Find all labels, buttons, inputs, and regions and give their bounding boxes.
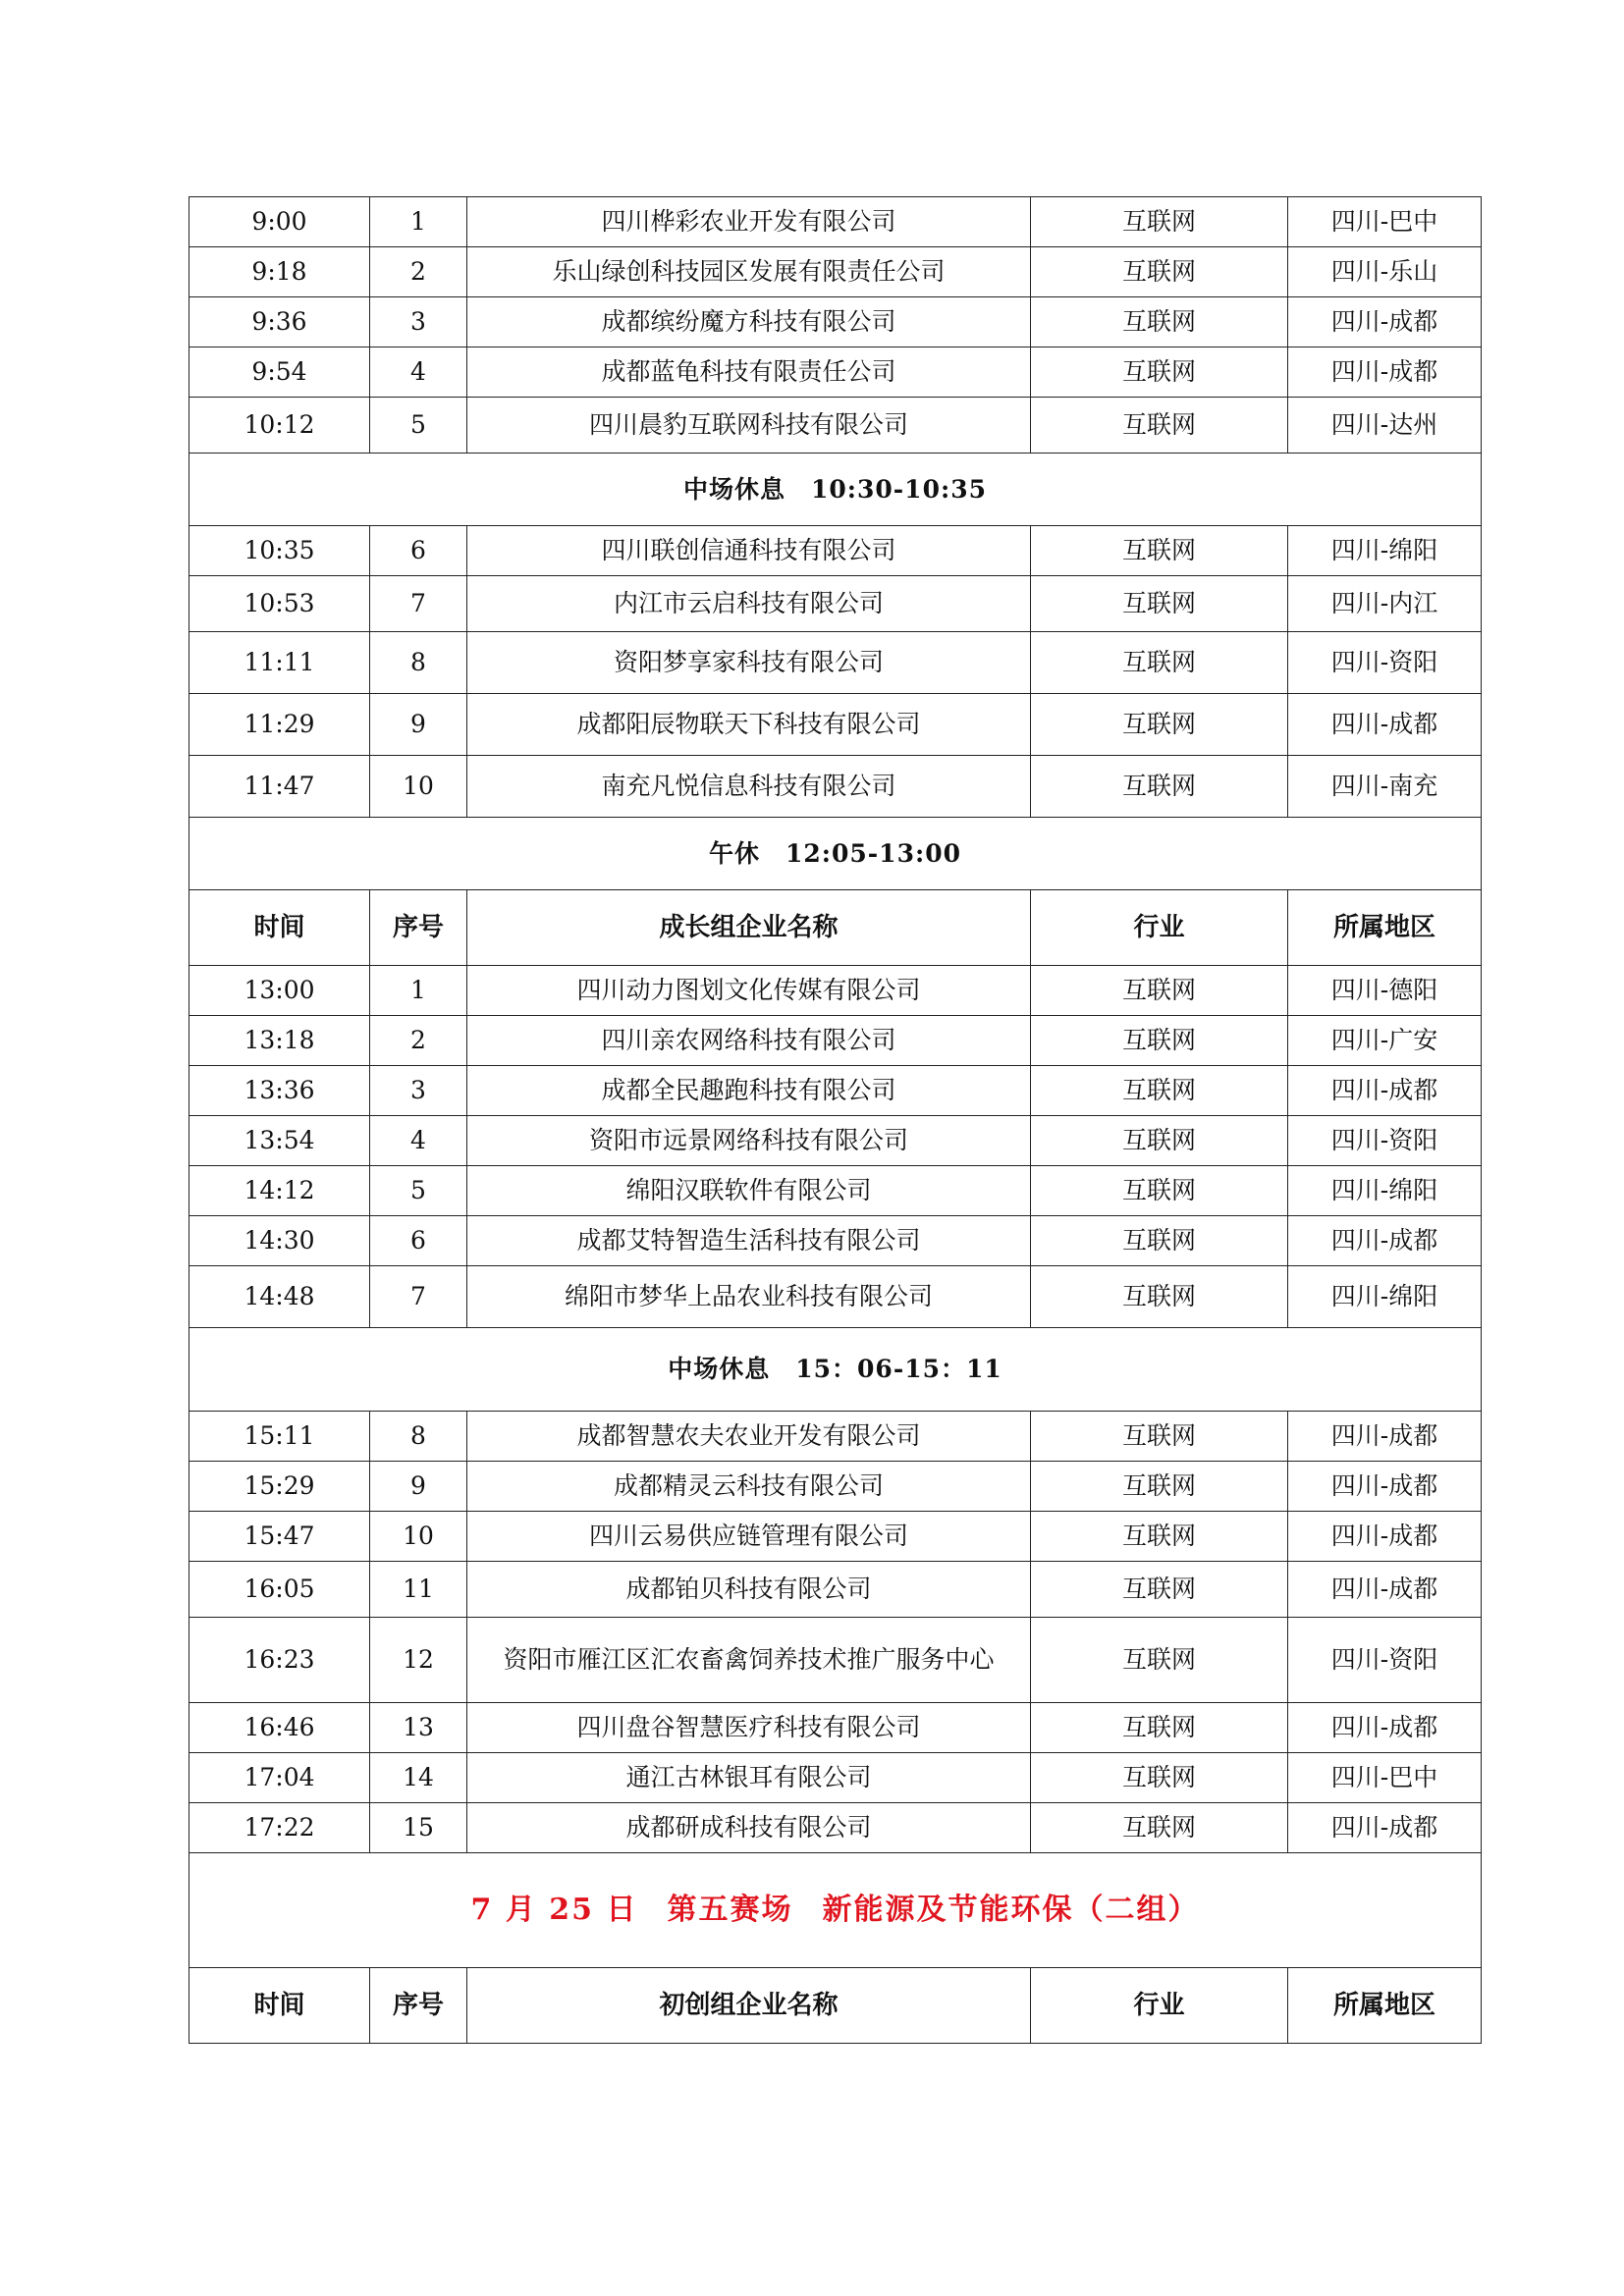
region-cell: 四川-成都	[1288, 297, 1482, 347]
break-row	[189, 1328, 1482, 1412]
region-cell: 四川-成都	[1288, 1703, 1482, 1753]
time-cell: 17:04	[189, 1753, 370, 1803]
time-cell: 10:12	[189, 398, 370, 454]
region-cell: 四川-南充	[1288, 756, 1482, 818]
industry-cell: 互联网	[1031, 1512, 1288, 1562]
time-cell: 17:22	[189, 1803, 370, 1853]
time-cell: 9:54	[189, 347, 370, 398]
industry-cell: 互联网	[1031, 1618, 1288, 1703]
time-cell: 13:54	[189, 1116, 370, 1166]
region-cell: 四川-巴中	[1288, 197, 1482, 247]
region-cell: 四川-成都	[1288, 1803, 1482, 1853]
lunch-cell	[189, 818, 1482, 890]
time-cell: 16:23	[189, 1618, 370, 1703]
company-cell: 资阳市雁江区汇农畜禽饲养技术推广服务中心	[467, 1618, 1031, 1703]
time-cell: 14:12	[189, 1166, 370, 1216]
region-cell: 四川-成都	[1288, 1462, 1482, 1512]
table-row	[189, 1166, 1482, 1216]
seq-cell: 8	[370, 632, 467, 694]
region-cell: 四川-德阳	[1288, 966, 1482, 1016]
company-cell: 乐山绿创科技园区发展有限责任公司	[467, 247, 1031, 297]
seq-cell: 1	[370, 197, 467, 247]
seq-cell: 9	[370, 694, 467, 756]
region-cell: 四川-资阳	[1288, 632, 1482, 694]
header-time: 时间	[189, 1968, 370, 2044]
seq-cell: 5	[370, 398, 467, 454]
industry-cell: 互联网	[1031, 756, 1288, 818]
company-cell: 资阳梦享家科技有限公司	[467, 632, 1031, 694]
break-time: 15：06-15：11	[795, 1355, 1002, 1383]
time-cell: 14:30	[189, 1216, 370, 1266]
header-company: 成长组企业名称	[467, 890, 1031, 966]
industry-cell: 互联网	[1031, 1562, 1288, 1618]
industry-cell: 互联网	[1031, 1803, 1288, 1853]
industry-cell: 互联网	[1031, 347, 1288, 398]
time-cell: 11:11	[189, 632, 370, 694]
time-cell: 13:00	[189, 966, 370, 1016]
industry-cell: 互联网	[1031, 1166, 1288, 1216]
seq-cell: 15	[370, 1803, 467, 1853]
industry-cell: 互联网	[1031, 526, 1288, 576]
company-cell: 成都全民趣跑科技有限公司	[467, 1066, 1031, 1116]
table-row	[189, 756, 1482, 818]
industry-cell: 互联网	[1031, 1266, 1288, 1328]
table-row	[189, 1562, 1482, 1618]
region-cell: 四川-成都	[1288, 347, 1482, 398]
seq-cell: 6	[370, 526, 467, 576]
company-cell: 成都研成科技有限公司	[467, 1803, 1031, 1853]
header-region: 所属地区	[1288, 890, 1482, 966]
table-row	[189, 1753, 1482, 1803]
table-row	[189, 966, 1482, 1016]
header-seq: 序号	[370, 1968, 467, 2044]
growth-header-row	[189, 890, 1482, 966]
industry-cell: 互联网	[1031, 1753, 1288, 1803]
header-time: 时间	[189, 890, 370, 966]
company-cell: 成都缤纷魔方科技有限公司	[467, 297, 1031, 347]
company-cell: 成都智慧农夫农业开发有限公司	[467, 1412, 1031, 1462]
title-date: 7 月 25 日	[470, 1893, 638, 1927]
company-cell: 成都阳辰物联天下科技有限公司	[467, 694, 1031, 756]
header-seq: 序号	[370, 890, 467, 966]
table-row	[189, 1412, 1482, 1462]
time-cell: 16:05	[189, 1562, 370, 1618]
time-cell: 10:53	[189, 576, 370, 632]
seq-cell: 10	[370, 756, 467, 818]
break-label: 中场休息	[682, 474, 785, 504]
time-cell: 11:29	[189, 694, 370, 756]
company-cell: 成都蓝龟科技有限责任公司	[467, 347, 1031, 398]
region-cell: 四川-巴中	[1288, 1753, 1482, 1803]
company-cell: 成都精灵云科技有限公司	[467, 1462, 1031, 1512]
region-cell: 四川-成都	[1288, 1066, 1482, 1116]
region-cell: 四川-资阳	[1288, 1618, 1482, 1703]
table-row	[189, 247, 1482, 297]
industry-cell: 互联网	[1031, 297, 1288, 347]
industry-cell: 互联网	[1031, 1216, 1288, 1266]
seq-cell: 5	[370, 1166, 467, 1216]
lunch-label: 午休	[708, 838, 760, 868]
seq-cell: 3	[370, 1066, 467, 1116]
region-cell: 四川-达州	[1288, 398, 1482, 454]
table-row	[189, 398, 1482, 454]
region-cell: 四川-广安	[1288, 1016, 1482, 1066]
industry-cell: 互联网	[1031, 197, 1288, 247]
table-row	[189, 197, 1482, 247]
company-cell: 南充凡悦信息科技有限公司	[467, 756, 1031, 818]
seq-cell: 4	[370, 1116, 467, 1166]
region-cell: 四川-成都	[1288, 1412, 1482, 1462]
company-cell: 四川联创信通科技有限公司	[467, 526, 1031, 576]
title-topic: 新能源及节能环保（二组）	[822, 1893, 1200, 1927]
seq-cell: 8	[370, 1412, 467, 1462]
schedule-table	[189, 196, 1482, 2044]
title-venue: 第五赛场	[667, 1893, 793, 1927]
company-cell: 四川云易供应链管理有限公司	[467, 1512, 1031, 1562]
time-cell: 9:18	[189, 247, 370, 297]
table-row	[189, 1618, 1482, 1703]
company-cell: 四川晨豹互联网科技有限公司	[467, 398, 1031, 454]
break-cell	[189, 1328, 1482, 1412]
time-cell: 11:47	[189, 756, 370, 818]
section-title-row	[189, 1853, 1482, 1968]
region-cell: 四川-资阳	[1288, 1116, 1482, 1166]
time-cell: 15:11	[189, 1412, 370, 1462]
industry-cell: 互联网	[1031, 1703, 1288, 1753]
seq-cell: 10	[370, 1512, 467, 1562]
table-row	[189, 1016, 1482, 1066]
region-cell: 四川-成都	[1288, 1216, 1482, 1266]
table-row	[189, 1462, 1482, 1512]
company-cell: 成都艾特智造生活科技有限公司	[467, 1216, 1031, 1266]
region-cell: 四川-绵阳	[1288, 1266, 1482, 1328]
region-cell: 四川-乐山	[1288, 247, 1482, 297]
industry-cell: 互联网	[1031, 694, 1288, 756]
seq-cell: 7	[370, 576, 467, 632]
region-cell: 四川-成都	[1288, 1512, 1482, 1562]
company-cell: 通江古林银耳有限公司	[467, 1753, 1031, 1803]
company-cell: 成都铂贝科技有限公司	[467, 1562, 1031, 1618]
company-cell: 四川动力图划文化传媒有限公司	[467, 966, 1031, 1016]
industry-cell: 互联网	[1031, 1462, 1288, 1512]
industry-cell: 互联网	[1031, 966, 1288, 1016]
table-row	[189, 576, 1482, 632]
time-cell: 9:00	[189, 197, 370, 247]
table-row	[189, 526, 1482, 576]
seq-cell: 13	[370, 1703, 467, 1753]
company-cell: 四川亲农网络科技有限公司	[467, 1016, 1031, 1066]
industry-cell: 互联网	[1031, 1412, 1288, 1462]
seq-cell: 14	[370, 1753, 467, 1803]
break-row	[189, 454, 1482, 526]
time-cell: 10:35	[189, 526, 370, 576]
table-row	[189, 347, 1482, 398]
seq-cell: 3	[370, 297, 467, 347]
region-cell: 四川-成都	[1288, 1562, 1482, 1618]
seq-cell: 7	[370, 1266, 467, 1328]
section-title	[189, 1853, 1482, 1968]
seq-cell: 12	[370, 1618, 467, 1703]
industry-cell: 互联网	[1031, 632, 1288, 694]
table-row	[189, 1803, 1482, 1853]
industry-cell: 互联网	[1031, 1066, 1288, 1116]
time-cell: 15:47	[189, 1512, 370, 1562]
table-row	[189, 694, 1482, 756]
seq-cell: 11	[370, 1562, 467, 1618]
startup-header-row	[189, 1968, 1482, 2044]
region-cell: 四川-成都	[1288, 694, 1482, 756]
seq-cell: 9	[370, 1462, 467, 1512]
seq-cell: 2	[370, 1016, 467, 1066]
table-row	[189, 1512, 1482, 1562]
company-cell: 四川盘谷智慧医疗科技有限公司	[467, 1703, 1031, 1753]
region-cell: 四川-绵阳	[1288, 1166, 1482, 1216]
company-cell: 内江市云启科技有限公司	[467, 576, 1031, 632]
industry-cell: 互联网	[1031, 398, 1288, 454]
company-cell: 资阳市远景网络科技有限公司	[467, 1116, 1031, 1166]
industry-cell: 互联网	[1031, 1116, 1288, 1166]
company-cell: 四川桦彩农业开发有限公司	[467, 197, 1031, 247]
company-cell: 绵阳市梦华上品农业科技有限公司	[467, 1266, 1031, 1328]
time-cell: 16:46	[189, 1703, 370, 1753]
table-row	[189, 1116, 1482, 1166]
industry-cell: 互联网	[1031, 576, 1288, 632]
region-cell: 四川-绵阳	[1288, 526, 1482, 576]
industry-cell: 互联网	[1031, 247, 1288, 297]
industry-cell: 互联网	[1031, 1016, 1288, 1066]
lunch-time: 12:05-13:00	[785, 838, 961, 868]
break-cell	[189, 454, 1482, 526]
lunch-row	[189, 818, 1482, 890]
break-label: 中场休息	[668, 1355, 771, 1383]
header-industry: 行业	[1031, 890, 1288, 966]
header-company: 初创组企业名称	[467, 1968, 1031, 2044]
time-cell: 13:18	[189, 1016, 370, 1066]
seq-cell: 1	[370, 966, 467, 1016]
header-industry: 行业	[1031, 1968, 1288, 2044]
table-row	[189, 1266, 1482, 1328]
table-row	[189, 1216, 1482, 1266]
table-row	[189, 1066, 1482, 1116]
seq-cell: 6	[370, 1216, 467, 1266]
seq-cell: 2	[370, 247, 467, 297]
header-region: 所属地区	[1288, 1968, 1482, 2044]
time-cell: 9:36	[189, 297, 370, 347]
seq-cell: 4	[370, 347, 467, 398]
table-row	[189, 1703, 1482, 1753]
time-cell: 13:36	[189, 1066, 370, 1116]
company-cell: 绵阳汉联软件有限公司	[467, 1166, 1031, 1216]
table-row	[189, 632, 1482, 694]
break-time: 10:30-10:35	[811, 474, 987, 504]
table-row	[189, 297, 1482, 347]
region-cell: 四川-内江	[1288, 576, 1482, 632]
time-cell: 15:29	[189, 1462, 370, 1512]
time-cell: 14:48	[189, 1266, 370, 1328]
